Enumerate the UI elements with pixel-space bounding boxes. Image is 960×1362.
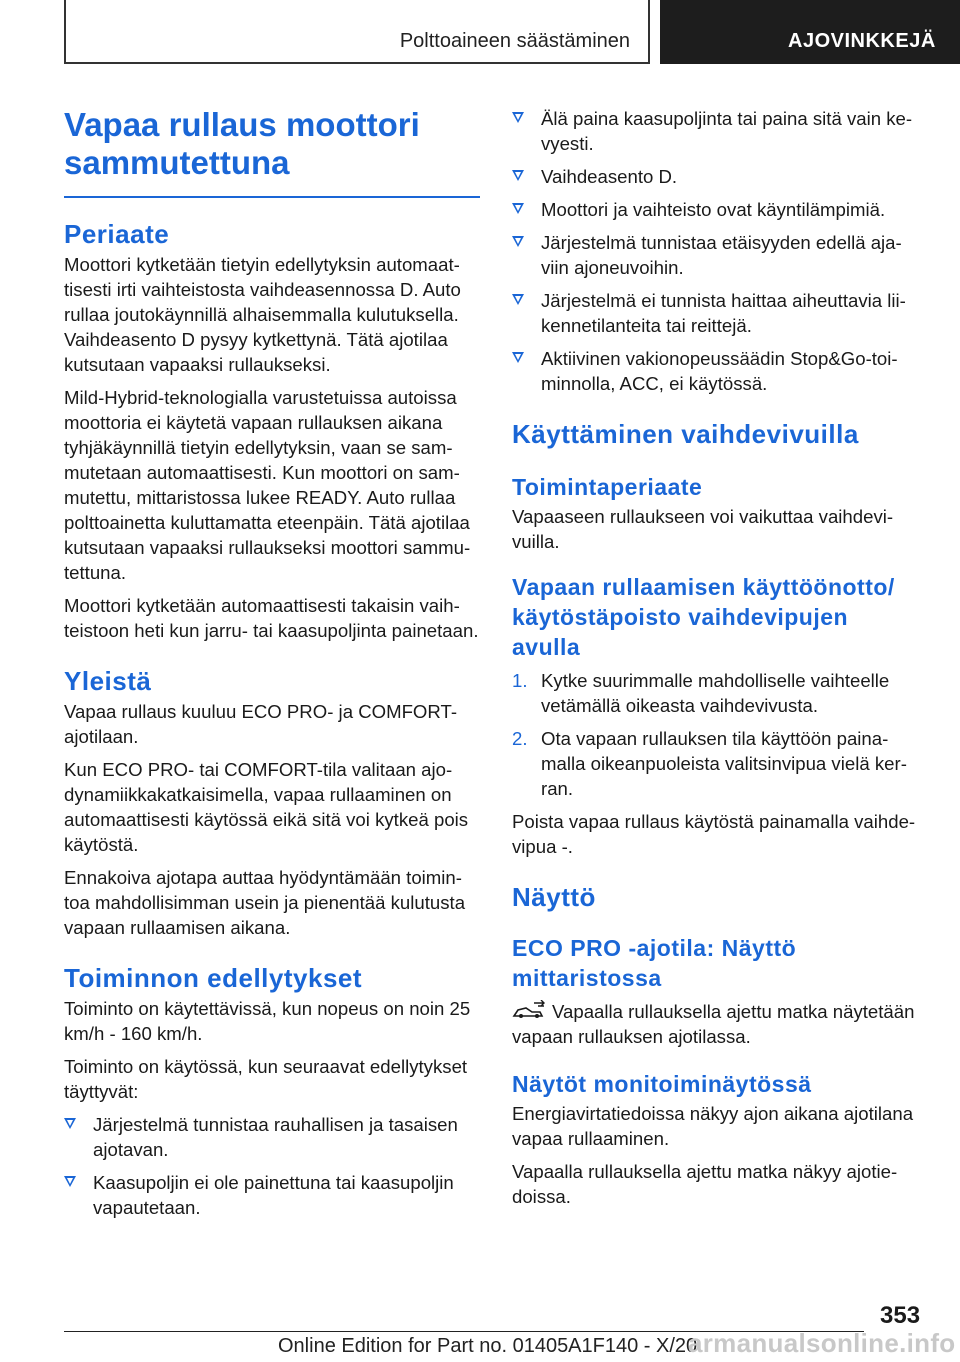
heading-kayttaminen: Käyttäminen vaihdevivuilla — [512, 419, 859, 449]
triangle-bullet-icon — [512, 352, 524, 363]
heading-edellytykset: Toiminnon edellytykset — [64, 963, 363, 993]
page-title-line2: sammutettuna — [64, 144, 290, 181]
numbered-step: 2. Ota vapaan rullauksen tila käyttöön painamalla oikeanpuoleista valitsinvipua vielä kerran. — [512, 728, 907, 799]
numbered-step: 1. Kytke suurimmalle mahdolliselle vaihteelle vetämällä oikeasta vaihdevivusta. — [512, 670, 890, 716]
paragraph: Energiavirtatiedoissa näkyy ajon aikana ajotilana vapaa rullaaminen. — [512, 1103, 914, 1149]
heading-periaate: Periaate — [64, 219, 170, 249]
header-section-title: Polttoaineen säästäminen — [399, 30, 630, 52]
heading-naytot-monitoiminaytossa: Näytöt monitoiminäytössä — [512, 1071, 812, 1097]
list-item: Älä paina kaasupoljinta tai paina sitä vain kevyesti. — [512, 106, 922, 156]
paragraph: Toiminto on käytössä, kun seuraavat edellytykset täyttyvät: — [64, 1056, 468, 1102]
triangle-bullet-icon — [512, 112, 524, 123]
triangle-bullet-icon — [512, 170, 524, 181]
triangle-bullet-icon — [512, 203, 524, 214]
coasting-car-icon — [512, 1000, 546, 1020]
list-item: Kaasupoljin ei ole painettuna tai kaasupoljin vapautetaan. — [64, 1170, 480, 1220]
triangle-bullet-icon — [512, 236, 524, 247]
list-item: Järjestelmä tunnistaa etäisyyden edellä ajaviin ajoneuvoihin. — [512, 230, 922, 280]
paragraph: Kun ECO PRO- tai COMFORT-tila valitaan ajodynamiikkakatkaisimella, vapaa rullaaminen on automaattisesti käytössä eikä sitä voi kytkeä pois käytöstä. — [64, 759, 469, 855]
heading-toimintaperiaate: Toimintaperiaate — [512, 474, 703, 500]
triangle-bullet-icon — [512, 294, 524, 305]
list-item: Moottori ja vaihteisto ovat käyntilämpimiä. — [512, 197, 922, 222]
paragraph: Moottori kytketään automaattisesti takaisin vaihteistoon heti kun jarru- tai kaasupoljinta painetaan. — [64, 595, 479, 641]
footer-edition: Online Edition for Part no. 01405A1F140 - X/20 — [278, 1335, 698, 1357]
paragraph: Moottori kytketään tietyin edellytyksin automaattisesti irti vaihteistosta vaihdeasennossa D. Auto rullaa joutokäynnillä alhaisemmalla kulutuksella. Vaihdeasento D pysyy kytkettynä. Tätä ajotilaa kutsutaan vapaaksi rullaukseksi. — [64, 254, 461, 375]
page-title — [64, 106, 480, 182]
list-item: Järjestelmä tunnistaa rauhallisen ja tasaisen ajotavan. — [64, 1112, 480, 1162]
header-chapter-tab[interactable] — [660, 0, 960, 64]
left-column — [64, 100, 480, 1220]
paragraph: Ennakoiva ajotapa auttaa hyödyntämään toimintoa mahdollisimman usein ja pienentää kulutusta vapaan rullaamisen aikana. — [64, 867, 466, 938]
paragraph-with-icon: Vapaalla rullauksella ajettu matka näytetään vapaan rullauksen ajotilassa. — [512, 1001, 915, 1047]
right-column — [512, 100, 922, 1209]
header-chapter-label: AJOVINKKEJÄ — [788, 30, 936, 52]
paragraph: Vapaalla rullauksella ajettu matka näkyy ajotiedoissa. — [512, 1161, 898, 1207]
triangle-bullet-icon — [64, 1118, 76, 1129]
paragraph: Poista vapaa rullaus käytöstä painamalla vaihdevipua -. — [512, 811, 916, 857]
list-item: Järjestelmä ei tunnista haittaa aiheuttavia liikennetilanteita tai reittejä. — [512, 288, 922, 338]
watermark-logo: armanualsonline.info — [688, 1328, 956, 1358]
heading-vapaan-rullaamisen: Vapaan rullaamisen käyttöönotto/ käytöstäpoisto vaihdevipujen avulla — [512, 574, 895, 660]
triangle-bullet-icon — [64, 1176, 76, 1187]
paragraph: Toiminto on käytettävissä, kun nopeus on noin 25 km/h - 160 km/h. — [64, 998, 471, 1044]
title-divider — [64, 196, 480, 198]
list-item: Aktiivinen vakionopeussäädin Stop&Go-toiminnolla, ACC, ei käytössä. — [512, 346, 922, 396]
heading-yleista: Yleistä — [64, 666, 152, 696]
paragraph: Mild-Hybrid-teknologialla varustetuissa autoissa moottoria ei käytetä vapaan rullauksen aikana tyhjäkäynnillä tietyin edellytyksin, vaan se sammutetaan automaattisesti. Kun moottori on sammutettu, mittaristossa lukee READY. Auto rullaa polttoainetta kuluttamatta eteenpäin. Tätä ajotilaa kutsutaan vapaaksi rullaukseksi moottori sammutettuna. — [64, 387, 471, 583]
page-title-line1: Vapaa rullaus moottori — [64, 106, 420, 143]
paragraph: Vapaa rullaus kuuluu ECO PRO- ja COMFORT-ajotilaan. — [64, 701, 458, 747]
paragraph: Vapaaseen rullaukseen voi vaikuttaa vaihdevivuilla. — [512, 506, 894, 552]
heading-naytto: Näyttö — [512, 882, 596, 912]
heading-eco-pro: ECO PRO -ajotila: Näyttö mittaristossa — [512, 935, 797, 991]
list-item: Vaihdeasento D. — [512, 164, 922, 189]
page-number: 353 — [880, 1302, 921, 1329]
